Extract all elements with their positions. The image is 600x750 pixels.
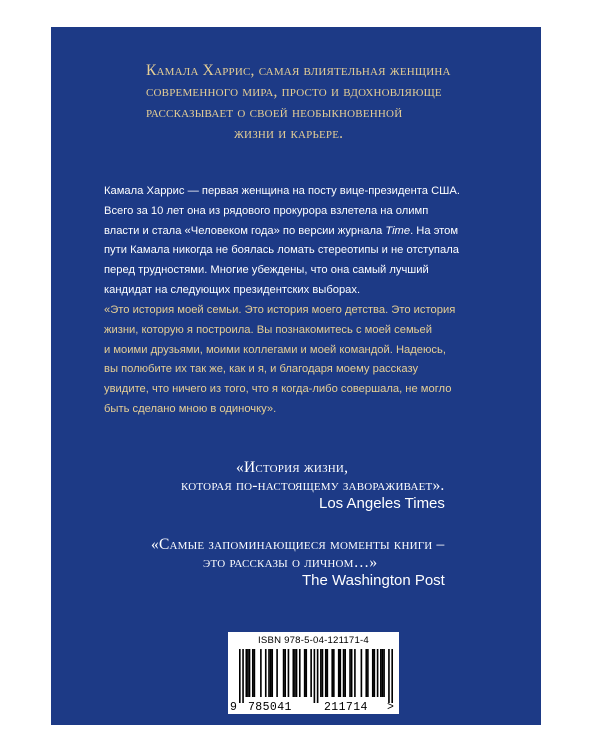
- barcode-bar: [322, 649, 324, 697]
- barcode-bar: [388, 649, 390, 703]
- barcode-panel: [228, 632, 399, 714]
- quote-line: жизни, которую я построила. Вы познакомитесь с моей семьей: [104, 323, 432, 336]
- barcode-bar: [391, 649, 393, 703]
- barcode-bar: [304, 649, 306, 697]
- barcode-bar: [361, 649, 363, 697]
- barcode-bar: [268, 649, 270, 697]
- lead-blurb: [146, 60, 526, 144]
- quote-line: вы полюбите их так же, как и я, и благодаря моему рассказу: [104, 363, 419, 376]
- barcode-bar: [317, 649, 319, 703]
- description-italic: Time: [385, 224, 411, 237]
- barcode-icon: [239, 649, 393, 703]
- description-line: пути Камала никогда не боялась ломать стереотипы и не отступала: [104, 244, 459, 257]
- barcode-bar: [333, 649, 335, 697]
- review-line: «История жизни,: [236, 459, 349, 476]
- barcode-bar: [340, 649, 342, 697]
- barcode-digits-right: 211714: [324, 701, 368, 714]
- barcode-end-mark: >: [387, 701, 395, 714]
- barcode-bar: [327, 649, 329, 697]
- barcode-bar: [288, 649, 290, 697]
- lead-line: Камала Харрис, самая влиятельная женщина: [146, 62, 451, 79]
- barcode-bar: [260, 649, 262, 697]
- barcode-bar: [276, 649, 278, 697]
- barcode-bar: [299, 649, 301, 697]
- review-la-times: [181, 459, 445, 513]
- barcode-bar: [320, 649, 322, 697]
- barcode-bar: [270, 649, 272, 697]
- barcode-bar: [338, 649, 340, 697]
- barcode-bar: [271, 649, 273, 697]
- review-line: это рассказы о личном…»: [203, 554, 378, 571]
- description-line: Камала Харрис — первая женщина на посту вице-президента США.: [104, 185, 460, 197]
- barcode-bar: [349, 649, 351, 697]
- barcode-digit-first: 9: [230, 701, 238, 714]
- author-quote: [104, 301, 514, 420]
- barcode-bar: [325, 649, 327, 697]
- lead-line: рассказывает о своей необыкновенной: [146, 104, 403, 121]
- description-paragraph: [104, 182, 514, 301]
- description-line: Всего за 10 лет она из рядового прокурора взлетела на олимп: [104, 204, 429, 217]
- lead-line: жизни и карьере.: [234, 125, 344, 142]
- barcode-bar: [245, 649, 247, 697]
- lead-line: современного мира, просто и вдохновляюще: [146, 83, 442, 100]
- barcode-bar: [254, 649, 256, 697]
- barcode-bar: [331, 649, 333, 697]
- barcode-bar: [367, 649, 369, 697]
- description-text: власти и стала «Человеком года» по версии журнала: [104, 224, 386, 237]
- quote-line: «Это история моей семьи. Это история моего детства. Это история: [104, 304, 456, 316]
- barcode-bar: [284, 649, 286, 697]
- description-line: перед трудностями. Многие убеждены, что она самый лучший: [104, 264, 429, 277]
- barcode-bar: [344, 649, 346, 697]
- barcode-digits-left: 785041: [248, 701, 292, 714]
- barcode-bar: [374, 649, 376, 697]
- quote-line: увидите, что ничего из того, что я когда-либо совершала, не могло: [104, 383, 452, 396]
- barcode-bar: [343, 649, 345, 697]
- barcode-bar: [310, 649, 312, 697]
- barcode-bar: [239, 649, 241, 703]
- review-source: The Washington Post: [302, 572, 445, 589]
- barcode-bar: [296, 649, 298, 697]
- description-line: кандидат на следующих президентских выборах.: [104, 283, 361, 296]
- review-line: которая по-настоящему завораживает».: [181, 477, 445, 494]
- barcode-bar: [305, 649, 307, 697]
- barcode-bar: [283, 649, 285, 697]
- barcode-bar: [249, 649, 251, 697]
- barcode-bar: [351, 649, 353, 697]
- barcode-bar: [265, 649, 267, 697]
- barcode-bar: [380, 649, 382, 697]
- quote-line: быть сделано мною в одиночку».: [104, 402, 277, 415]
- barcode-bar: [377, 649, 379, 697]
- barcode-bar: [383, 649, 385, 697]
- description-text: . На этом: [410, 224, 459, 237]
- barcode-bar: [314, 649, 316, 703]
- description-line: [104, 222, 514, 242]
- review-source: Los Angeles Times: [319, 495, 445, 512]
- review-washington-post: [151, 536, 445, 590]
- barcode-bar: [365, 649, 367, 697]
- barcode-bar: [252, 649, 254, 697]
- barcode-bar: [354, 649, 356, 697]
- barcode-bar: [382, 649, 384, 697]
- back-cover: [51, 27, 541, 725]
- barcode-bar: [242, 649, 244, 703]
- isbn-label: ISBN 978-5-04-121171-4: [258, 635, 369, 646]
- quote-line: и моими друзьями, моими коллегами и моей командой. Надеюсь,: [104, 343, 446, 356]
- barcode-bar: [292, 649, 294, 697]
- barcode-bar: [247, 649, 249, 697]
- barcode-bar: [372, 649, 374, 697]
- review-line: «Самые запоминающиеся моменты книги –: [151, 536, 445, 553]
- barcode-bar: [294, 649, 296, 697]
